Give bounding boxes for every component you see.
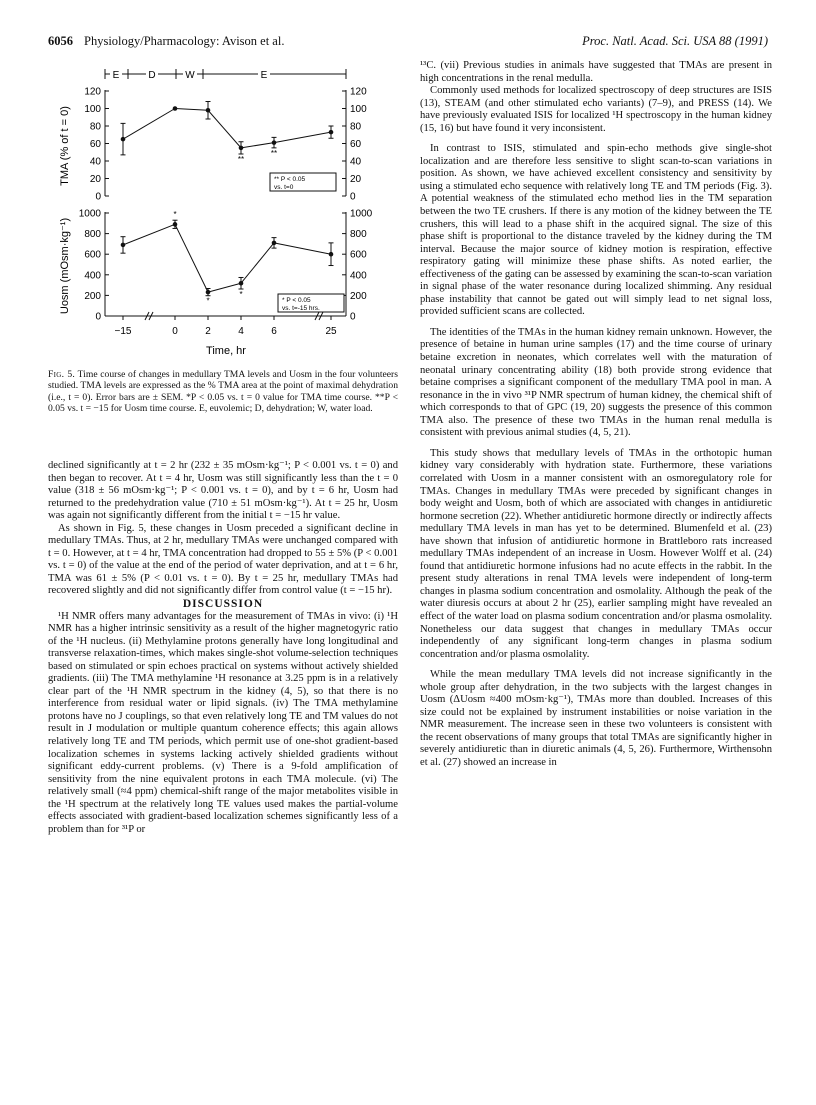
tma-tick-label-right: 0 (350, 191, 356, 203)
right-column-text (420, 60, 772, 770)
tma-tick-label-left: 100 (84, 104, 101, 115)
uosm-series (121, 210, 334, 305)
uosm-significance-marker: * (173, 210, 177, 220)
paragraph: While the mean medullary TMA levels did not increase significantly in the whole group after dehydration, in the two subjects with the largest changes in Uosm (ΔUosm ≈400 mOsm·kg⁻¹), TMAs more than doubled. Increases of this size could not be explained by instrument instabilities or noise variation in the NMR measurement. The increase seen in these two volunteers is consistent with the recent observations of many groups that total TMAs are significantly higher in severely antidiuretic than in diuretic animals (4, 5, 26). Furthermore, Wirthensohn et al. (27) showed an increase in (420, 669, 772, 768)
x-axis-label: Time, hr (206, 345, 246, 357)
tma-data-point (272, 140, 277, 145)
phase-label: D (148, 70, 156, 81)
figure-5 (48, 58, 388, 370)
x-tick-label: 2 (205, 326, 211, 337)
uosm-legend-line1: * P < 0.05 (282, 297, 311, 304)
tma-series (121, 102, 334, 165)
paragraph: The identities of the TMAs in the human kidney remain unknown. However, the presence of betaine in human urine samples (17) and the time course of urinary betaine excretion in neonates, which correlates well with the maturation of neonatal urinary concentrating ability (18) both provide strong evidence that betaine comprises a significant component of the medullary TMA pool in man. A resonance in the in vivo ³¹P NMR spectrum of human kidney, the chemical shift of which corresponds to that of GPC (19, 20) suggests the presence of this common TMA also. The presence of these two TMAs in the human renal medulla is consistent with previous animal studies (4, 5, 21). (420, 326, 772, 439)
tma-tick-label-left: 40 (89, 156, 101, 168)
uosm-data-point (239, 281, 244, 286)
tma-line-segment (274, 132, 331, 143)
tma-tick-label-left: 80 (89, 121, 101, 133)
tma-significance-marker: ** (237, 155, 245, 164)
uosm-tick-label-right: 600 (350, 249, 367, 261)
uosm-tick-label-left: 800 (84, 229, 101, 241)
tma-tick-label-right: 120 (350, 86, 367, 98)
section-heading: DISCUSSION (182, 598, 264, 611)
paragraph: In contrast to ISIS, stimulated and spin-echo methods give single-shot localization and are therefore less sensitive to slight scan-to-scan variations in position. As shown, we have achieved excellent consistency and sensitivity by using a stimulated echo sequence with relatively long TE and TM periods (Fig. 3). A potential weakness of the stimulated echo method lies in the TM separation between the two TE crushers. If there is any motion of the kidney between the TE crushers, this will lead to a phase shift in the acquired signal. The size of this phase shift is proportional to the distance traveled by the kidney during the TM interval. Because the major source of kidney motion is respiration, effective respiratory gating will minimize these phase shifts. As noted earlier, the effectiveness of the gating can be assessed by examining the scan-to-scan variation in signal phase of the water resonance during localized shimming. Any residual phase instability that cannot be gated out will simply lead to net signal loss, provided sufficient scans are collected. (420, 143, 772, 318)
journal-citation: Proc. Natl. Acad. Sci. USA 88 (1991) (582, 34, 768, 48)
paragraph: Commonly used methods for localized spectroscopy of deep structures are ISIS (13), STEAM (and other stimulated echo variants) (7–9), and PRESS (14). We have previously evaluated ISIS for localized ¹H spectroscopy in the human kidney (15, 16) but have found it very inconsistent. (420, 85, 772, 134)
tma-significance-marker: ** (270, 148, 278, 158)
uosm-legend (278, 294, 344, 312)
tma-line-segment (123, 109, 175, 140)
x-tick-label: 6 (271, 326, 277, 337)
paragraph: As shown in Fig. 5, these changes in Uosm preceded a significant decline in medullary TMAs. Thus, at 2 hr, medullary TMAs were unchanged compared with t = 0. However, at t = 4 hr, TMA concentration had dropped to 55 ± 5% (P < 0.001 vs. t = 0) of the value at the end of the period of water deprivation, and at t = 6 hr, TMA was 61 ± 5% (P < 0.01 vs. t = 0). By t = 25 hr, medullary TMAs had recovered slightly and did not significantly differ from control value (t = −15 hr). (48, 522, 398, 597)
tma-legend-line2: vs. t=0 (274, 184, 294, 191)
uosm-data-point (206, 290, 211, 295)
uosm-significance-marker: * (239, 290, 243, 300)
tma-data-point (329, 130, 334, 135)
uosm-line-segment (274, 243, 331, 254)
uosm-data-point (173, 222, 178, 227)
uosm-tick-label-left: 200 (84, 290, 101, 302)
uosm-line-segment (241, 243, 274, 283)
tma-tick-label-right: 60 (350, 139, 362, 150)
paragraph: ¹H NMR offers many advantages for the measurement of TMAs in vivo: (i) ¹H NMR has a higher intrinsic sensitivity as a result of the higher magnetogyric ratio of the ¹H nucleus. (ii) Methylamine protons generally have long longitudinal and transverse relaxation-times, which makes single-shot volume-selection techniques based on stimulated or spin echoes practical on systems without actively shielded gradients. (iii) The TMA methylamine ¹H resonance at 3.25 ppm is in a relatively clear part of the ¹H NMR spectrum in the kidney (4, 5), so that there is no interference from residual water or lipid signals. (iv) The TMA methylamine protons have no J couplings, so that even relatively long TE and TM values do not result in J modulation or multiple quantum coherence effects; this again allows relatively long TE and TM periods, which permit use of one-shot gradient-based localization schemes in systems lacking actively shielded gradients without significant eddy-current problems. (v) There is a 9-fold amplification of sensitivity from the nine equivalent protons in each TMA molecule. (vi) The relatively small (≈4 ppm) chemical-shift range of the major metabolites visible in the ¹H spectrum at the relatively long TE values used makes the partial-volume effects associated with gradient-based localization schemes significantly less of a problem than for ³¹P or (48, 610, 398, 835)
paragraph: declined significantly at t = 2 hr (232 ± 35 mOsm·kg⁻¹; P < 0.001 vs. t = 0) and then began to recover. At t = 4 hr, Uosm was still significantly less than the t = 0 value (318 ± 56 mOsm·kg⁻¹; P < 0.001 vs. t = 0), and by t = 6 hr, Uosm had returned to the predehydration value (710 ± 51 mOsm·kg⁻¹). At t = 25 hr, Uosm was again not significantly different from the initial t = −15 hr value. (48, 460, 398, 522)
uosm-data-point (329, 252, 334, 257)
uosm-data-point (121, 243, 126, 248)
paragraph: ¹³C. (vii) Previous studies in animals have suggested that TMAs are present in high concentrations in the renal medulla. (420, 60, 772, 84)
paragraph: This study shows that medullary levels of TMAs in the orthotopic human kidney vary considerably with hydration state. Furthermore, these variations correlated with Uosm in a manner consistent with an osmoregulatory role for TMAs. Changes in medullary TMAs were preceded by significant changes in body weight and Uosm, both of which are associated with changes in antidiuretic hormone secretion (22). Whether antidiuretic hormone directly or indirectly affects medullary TMA levels in man has yet to be determined. Blumenfeld et al. (23) have shown that infusion of antidiuretic hormone in Brattleboro rats increased medullary TMAs independent of an increase in Uosm. However Wolff et al. (24) found that antidiuretic hormone infusions had no acute effects in the rabbit. In the present study alterations in renal TMA levels were independent of long-term changes in plasma sodium concentration and osmolality. Although the peak of the water diuresis occurs at about 2 hr (25), earlier sampling might have revealed an effect of the water load on plasma sodium concentration and/or plasma osmolality. Nonetheless our data suggest that changes in medullary TMAs occur independently of any significant long-term changes in plasma sodium concentration and/or plasma osmolality. (420, 447, 773, 660)
tma-tick-label-left: 0 (95, 191, 101, 203)
uosm-tick-label-right: 800 (350, 229, 367, 241)
uosm-y-axis-label: Uosm (mOsm·kg⁻¹) (59, 217, 71, 315)
tma-legend (270, 173, 336, 191)
tma-legend-line1: ** P < 0.05 (274, 176, 306, 183)
running-header (48, 34, 768, 52)
uosm-line-segment (208, 283, 241, 292)
tma-line-segment (175, 109, 208, 111)
x-tick-label: 25 (325, 326, 337, 337)
uosm-line-segment (123, 224, 175, 245)
section-title: Physiology/Pharmacology: Avison et al. (84, 34, 285, 48)
uosm-legend-line2: vs. t=-15 hrs. (282, 305, 320, 312)
tma-tick-label-right: 100 (350, 104, 367, 115)
uosm-tick-label-right: 400 (350, 270, 367, 282)
tma-tick-label-left: 60 (89, 139, 101, 150)
uosm-tick-label-left: 400 (84, 270, 101, 282)
phase-label: E (112, 70, 120, 81)
tma-data-point (206, 108, 211, 113)
tma-tick-label-right: 40 (350, 156, 362, 168)
uosm-tick-label-right: 0 (350, 311, 356, 323)
phase-label: W (185, 70, 195, 81)
uosm-tick-label-left: 0 (95, 311, 101, 323)
uosm-significance-marker: * (206, 296, 210, 306)
phase-bar (105, 68, 346, 81)
tma-tick-label-left: 120 (84, 86, 101, 98)
uosm-tick-label-right: 1000 (350, 208, 373, 220)
x-tick-label: 0 (172, 326, 178, 337)
x-tick-label: 4 (238, 326, 244, 337)
tma-line-segment (241, 143, 274, 148)
uosm-line-segment (175, 224, 208, 292)
caption-text: Time course of changes in medullary TMA levels and Uosm in the four volunteers studied. TMA levels are expressed as the % TMA area at the point of maximal dehydration (i.e., t = 0). Error bars are ± SEM. *P < 0.05 vs. t = 0 value for TMA time course. **P < 0.05 vs. t = −15 for Uosm time course. E, euvolemic; D, dehydration; W, water load. (48, 369, 398, 414)
uosm-data-point (272, 241, 277, 246)
tma-y-axis-label: TMA (% of t = 0) (59, 106, 71, 186)
tma-data-point (173, 106, 178, 111)
figure-caption (48, 369, 398, 414)
tma-data-point (121, 137, 126, 142)
tma-tick-label-right: 80 (350, 121, 362, 133)
x-tick-label: −15 (114, 326, 132, 337)
uosm-tick-label-left: 600 (84, 249, 101, 261)
uosm-tick-label-right: 200 (350, 290, 367, 302)
uosm-tick-label-left: 1000 (78, 208, 101, 220)
tma-tick-label-right: 20 (350, 174, 362, 185)
caption-label: Fig. 5. (48, 369, 76, 380)
tma-tick-label-left: 20 (89, 174, 101, 185)
phase-label: E (260, 70, 268, 81)
left-column-text (48, 460, 398, 836)
tma-data-point (239, 146, 244, 151)
page-number: 6056 (48, 34, 73, 48)
tma-line-segment (208, 110, 241, 148)
